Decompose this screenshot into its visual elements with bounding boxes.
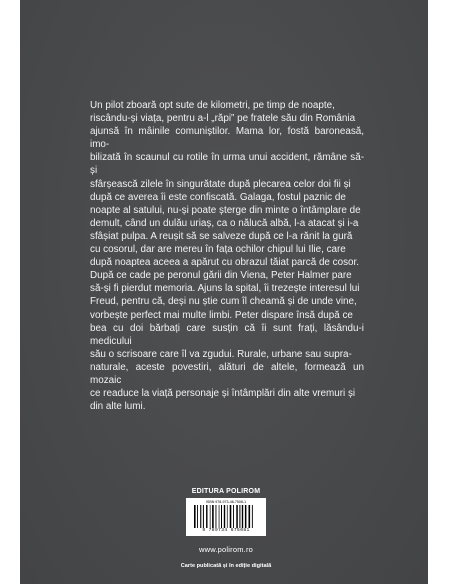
blurb-text: Un pilot zboară opt sute de kilometri, pe timp de noapte, riscându-și viața, pentru a-l „răpi” pe fratele său din România ajunsă în mâinile comuniștilor. Mama lor, fostă baroneasă, imo- bilizată în scaunul cu rotile în urma unui accident, rămâne să-și sfârșească zilele în singurătate după plecarea celor doi fii și după ce averea îi este confiscată. Galaga, fostul paznic de noapte al satului, nu-și poate șterge din minte o întâmplare de demult, când un dulău uriaș, ca o nălucă albă, l-a atacat și i-a sfâșiat pulpa. A reușit să se salveze după ce l-a rănit la gură cu cosorul, dar are mereu în fața ochilor chipul lui Ilie, care după noaptea aceea a apărut cu obrazul tăiat parcă de cosor. După ce cade pe peronul gării din Viena, Peter Halmer pare să-și fi pierdut memoria. Ajuns la spital, îi trezește interesul lui Freud, pentru că, deși nu știe cum îl cheamă și de unde vine, vorbește perfect mai multe limbi. Peter dispare însă după ce bea cu doi bărbați care susțin că îi sunt frați, lăsându-i medicului său o scrisoare care îl va zgudui. Rurale, urbane sau supra- naturale, aceste povestiri, alături de altele, formează un mozaic ce readuce la viață personaje și întâmplări din alte vremuri și din alte lumi. (90, 100, 364, 413)
barcode-bar (194, 505, 196, 528)
barcode-bar (203, 505, 204, 528)
barcode-bar (245, 505, 247, 528)
barcode-bar (210, 505, 211, 528)
barcode-bar (206, 505, 207, 528)
barcode-bar (239, 505, 240, 528)
barcode-bar (242, 505, 243, 528)
barcode-number: 9 789734 675081 (189, 528, 263, 533)
barcode-bar (233, 505, 234, 528)
barcode-bar (230, 505, 232, 528)
barcode-bar (212, 505, 214, 528)
isbn-number: ISBN 978-973-46-7508-1 (205, 500, 247, 504)
barcode-bar (236, 505, 238, 528)
barcode-bar (249, 505, 251, 528)
barcode-bar (252, 505, 253, 528)
barcode-bar (227, 505, 228, 528)
barcode-bar (200, 505, 201, 528)
barcode-bar (197, 505, 198, 528)
publisher-website: www.polirom.ro (198, 545, 254, 554)
barcode-bar (216, 505, 217, 528)
barcode-bar (224, 505, 225, 528)
isbn-barcode (186, 498, 266, 536)
digital-edition-note: Carte publicată și în ediție digitală (180, 563, 272, 569)
barcode-bar (219, 505, 220, 528)
publisher-name: EDITURA POLIROM (191, 488, 261, 495)
barcode-bar (221, 505, 222, 528)
